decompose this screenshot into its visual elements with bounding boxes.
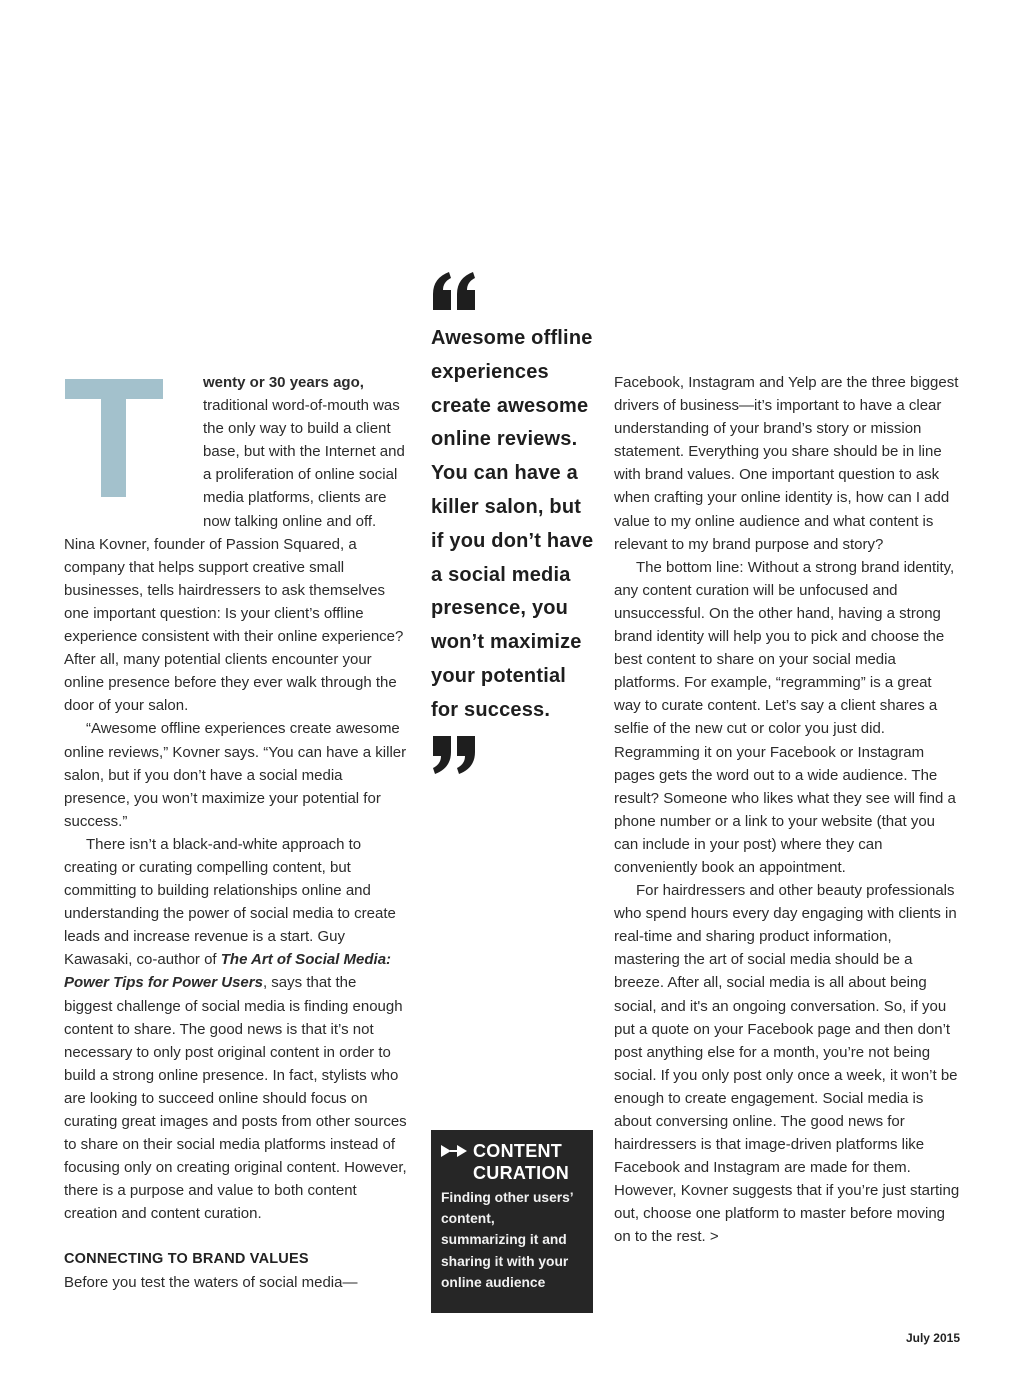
lead-text: traditional word-of-mouth was the only way to build a client base, but with the Internet and a proliferation of online social media platforms, clients are now talking online and off. Nina Kovner, founder of Passion Squared, a company that helps support creative small businesses, tells hairdressers to ask themselves one important question: Is your client’s offline experience consistent with their online experience? After all, many potential clients encounter your online presence before they ever walk through the door of your salon. — [64, 397, 405, 715]
article-left-column — [64, 371, 408, 1295]
paragraph-kawasaki — [64, 833, 408, 1226]
section-heading: CONNECTING TO BRAND VALUES — [64, 1251, 309, 1268]
paragraph-kawasaki-end: , says that the biggest challenge of social media is finding enough content to share. The good news is that it’s not necessary to only post original content in order to build a strong online presence. In fact, stylists who are looking to succeed online should focus on curating great images and posts from other sources to share on their social media platforms instead of focusing only on creating original content. However, there is a purpose and value to both content creation and content curation. — [64, 974, 407, 1223]
article-right-column — [614, 371, 960, 1249]
issue-date: July 2015 — [905, 1331, 960, 1345]
paragraph-drivers: Facebook, Instagram and Yelp are the three biggest drivers of business—it’s important to have a clear understanding of your brand’s story or mission statement. Everything you share should be in line with brand values. One important question to ask when crafting your online identity is, how can I add value to my online audience and what content is relevant to my brand purpose and story? — [614, 374, 959, 553]
content-curation-box — [431, 1130, 593, 1313]
paragraph-quote: “Awesome offline experiences create awesome online reviews,” Kovner says. “You can have a killer salon, but if you don’t have a social media presence, you won’t maximize your potential for success.” — [64, 720, 407, 830]
book-title: The Art of Social Media: Power Tips for Power Users — [64, 951, 392, 992]
paragraph-bottom-line: The bottom line: Without a strong brand identity, any content curation will be unfocused and unsuccessful. On the other hand, having a strong brand identity will help you to pick and choose the best content to share on your social media platforms. For example, “regramming” is a great way to curate content. Let’s say a client shares a selfie of the new cut or color you just did. Regramming it on your Facebook or Instagram pages gets the word out to a wide audience. The result? Someone who likes what they see will find a phone number or a link to your website (that you can include in your post) where they can conveniently book an appointment. — [614, 558, 956, 876]
lead-strong-text: wenty or 30 years ago, — [203, 374, 364, 391]
close-quote-icon — [431, 734, 479, 778]
paragraph-kawasaki-start: There isn’t a black-and-white approach to creating or curating compelling content, but committing to building relationships online and understanding the power of social media to create leads and increase revenue is a start. Guy Kawasaki, co-author of — [64, 835, 396, 969]
open-quote-icon — [431, 270, 479, 314]
pull-quote — [431, 270, 599, 778]
double-arrow-icon — [441, 1144, 467, 1158]
drop-cap-t — [64, 371, 203, 531]
sidebox-title: CONTENT CURATION — [473, 1141, 570, 1183]
paragraph-brand-values: Before you test the waters of social media— — [64, 1274, 358, 1292]
pull-quote-text: Awesome offline experiences create awesome online reviews. You can have a killer salon, but if you don’t have a social media presence, you won’t maximize your potential for success. — [431, 327, 594, 721]
sidebox-body: Finding other users’ content, summarizing it and sharing it with your online audience — [441, 1190, 573, 1290]
paragraph-hairdressers: For hairdressers and other beauty professionals who spend hours every day engaging with clients in real-time and sharing product information, mastering the art of social media should be a breeze. After all, social media is all about being social, and it's an ongoing conversation. So, if you put a quote on your Facebook page and then don’t post anything else for a month, you’re not being social. If you only post only once a week, it won’t be enough to create engagement. Social media is about conversing online. The good news for hairdressers is that image-driven platforms like Facebook and Instagram are made for them. However, Kovner suggests that if you’re just starting out, choose one platform to master before moving on to the rest. > — [614, 882, 960, 1246]
sidebox-title-row — [441, 1140, 583, 1184]
drop-cap-stem — [101, 379, 126, 497]
